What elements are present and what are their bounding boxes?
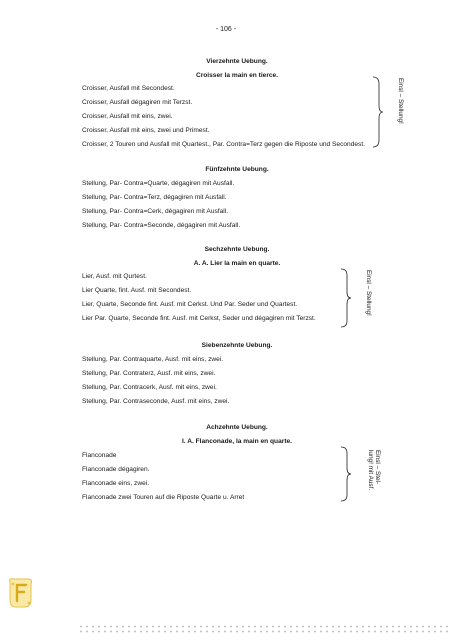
side-note xyxy=(367,450,381,490)
exercise-subtitle: A. A. Lier la main en quarte. xyxy=(193,260,281,267)
exercise-line: Flanconade eins, zwei. xyxy=(82,480,150,487)
exercise-line: Croisser, Ausfall mit eins, zwei und Primest. xyxy=(82,127,210,134)
exercise-line: Croisser, Ausfall mit Secondest. xyxy=(82,85,175,92)
exercise-line: Stellung, Par- Contra=Cerk, dégagiren mit Ausfall. xyxy=(82,208,229,215)
curly-brace xyxy=(372,76,384,148)
decorative-footer-border xyxy=(78,624,448,634)
exercise-title: Sechzehnte Uebung. xyxy=(204,246,270,253)
exercise-line: Lier, Ausf. mit Qurtest. xyxy=(82,273,147,280)
exercise-line: Flanconade dégagiren. xyxy=(82,466,150,473)
exercise-line: Lier, Quarte, Seconde fint. Ausf. mit Cerkst. Und Par. Seder und Quartest. xyxy=(82,301,298,308)
exercise-line: Stellung, Par. Contracerk, Ausf. mit eins, zwei. xyxy=(82,384,217,391)
exercise-line: Flanconade xyxy=(82,452,117,459)
exercise-line: Stellung, Par- Contra=Seconde, dégagiren mit Ausfall. xyxy=(82,222,241,229)
exercise-title: Achzehnte Uebung. xyxy=(206,424,268,431)
exercise-subtitle: I. A. Flanconade, la main en quarte. xyxy=(181,438,293,445)
side-note xyxy=(397,78,404,124)
exercise-line: Croisser, Ausfall mit eins, zwei. xyxy=(82,113,173,120)
exercise-line: Flanconade zwei Touren auf die Riposte Quarte u. Arret xyxy=(82,494,245,501)
exercise-line: Croisser, 2 Touren und Ausfall mit Quartest., Par. Contra=Terz gegen die Riposte und Secondest. xyxy=(82,141,366,148)
page-number: - 106 - xyxy=(215,26,237,33)
exercise-line: Stellung, Par- Contra=Terz, dégagiren mit Ausfall. xyxy=(82,194,227,201)
exercise-line: Stellung, Par. Contraquarte, Ausf. mit eins, zwei. xyxy=(82,356,224,363)
exercise-line: Croisser, Ausfall dégagiren mit Terzst. xyxy=(82,99,193,106)
exercise-title: Siebenzehnte Uebung. xyxy=(201,342,273,349)
library-stamp-icon xyxy=(6,576,36,615)
exercise-title: Vierzehnte Uebung. xyxy=(206,58,268,65)
exercise-line: Lier Quarte, fint. Ausf. mit Secondest. xyxy=(82,287,192,294)
side-note xyxy=(365,270,372,316)
exercise-title: Fünfzehnte Uebung. xyxy=(205,166,269,173)
exercise-line: Stellung, Par- Contra=Quarte, dégagiren mit Ausfall. xyxy=(82,180,235,187)
curly-brace xyxy=(340,268,352,328)
exercise-line: Stellung, Par. Contraterz, Ausf. mit eins, zwei. xyxy=(82,370,216,377)
side-note-line: Einsl – Stellung! xyxy=(365,270,372,316)
exercise-subtitle: Croisser la main en tierce. xyxy=(195,72,279,79)
side-note-line: Einsl – Stellung! xyxy=(397,78,404,124)
side-note-line: lung! mit Ausf. xyxy=(367,450,374,491)
exercise-line: Lier Par. Quarte, Seconde fint. Ausf. mit Cerkst, Seder und dégagiren mit Terzst. xyxy=(82,315,316,322)
exercise-line: Stellung, Par. Contraseconde, Ausf. mit eins, zwei. xyxy=(82,398,230,405)
curly-brace xyxy=(340,446,352,502)
side-note-line: Einsl – Stel- xyxy=(374,450,381,485)
